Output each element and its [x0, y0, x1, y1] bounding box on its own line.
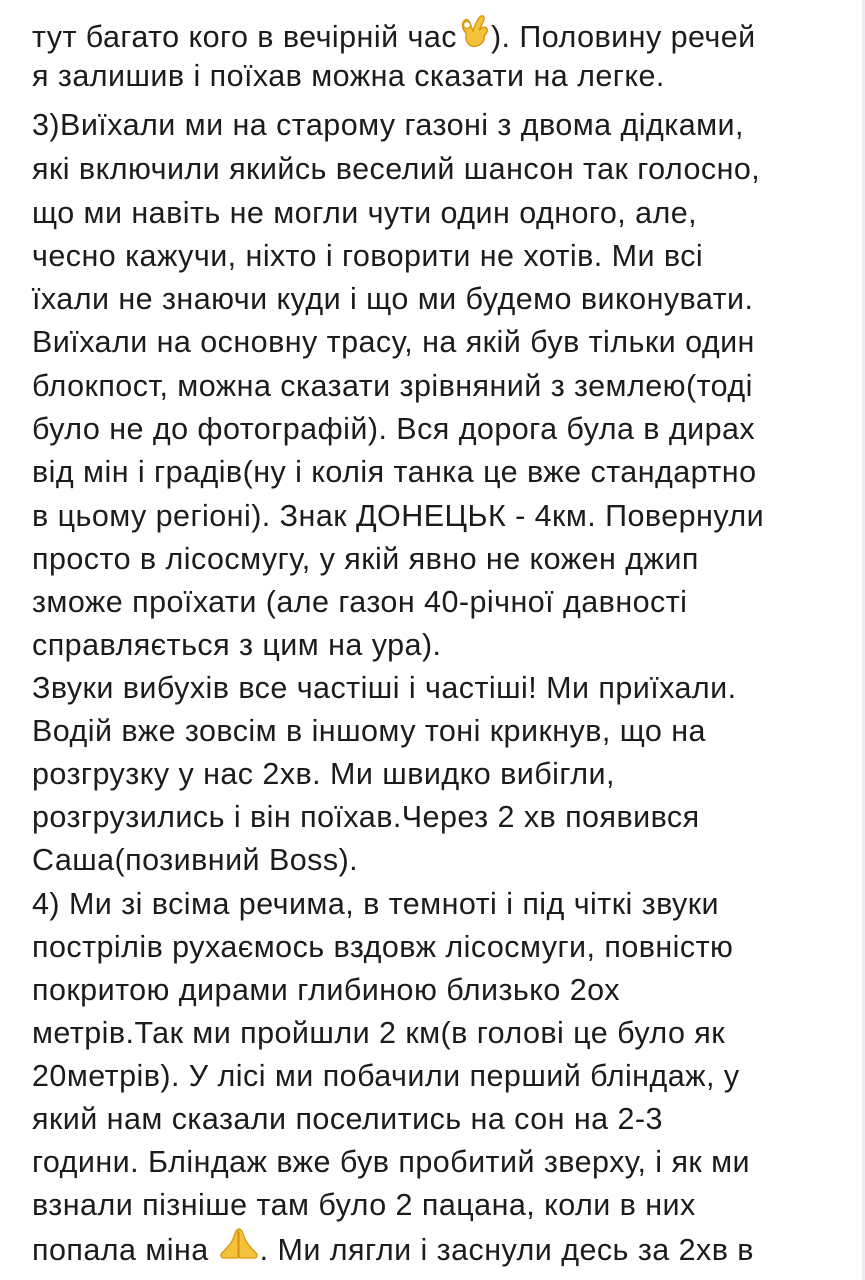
text-segment: . Ми лягли і заснули десь за 2хв в — [259, 1233, 754, 1267]
text-line: який нам сказали поселитись на сон на 2-3 — [32, 1102, 663, 1136]
text-line: розгрузку у нас 2хв. Ми швидко вибігли, — [32, 757, 615, 791]
text-line: від мін і градів(ну і колія танка це вже стандартно — [32, 455, 757, 489]
text-line: взнали пізніше там було 2 пацана, коли в них — [32, 1188, 696, 1222]
text-line: Звуки вибухів все частіші і частіші! Ми приїхали. — [32, 671, 737, 705]
folded-hands-emoji-icon — [218, 1226, 260, 1272]
text-line: зможе проїхати (але газон 40-річної давності — [32, 585, 688, 619]
text-segment: ). Половину речей — [490, 20, 756, 54]
text-line: покритою дирами глибиною близько 2ох — [32, 973, 620, 1007]
text-line: Водій вже зовсім в іншому тоні крикнув, що на — [32, 714, 706, 748]
text-line: я залишив і поїхав можна сказати на легке. — [32, 59, 665, 93]
text-line: їхали не знаючи куди і що ми будемо виконувати. — [32, 282, 754, 316]
text-line: пострілів рухаємось вздовж лісосмуги, повністю — [32, 930, 734, 964]
text-line: Виїхали на основну трасу, на якій був тільки один — [32, 325, 755, 359]
text-line: було не до фотографій). Вся дорога була в дирах — [32, 412, 756, 446]
text-line — [32, 17, 847, 57]
text-line: години. Бліндаж вже був пробитий зверху, і як ми — [32, 1145, 751, 1179]
text-line: які включили якийсь веселий шансон так голосно, — [32, 152, 761, 186]
text-line: в цьому регіоні). Знак ДОНЕЦЬК - 4км. Повернули — [32, 499, 765, 533]
text-line — [32, 1230, 847, 1270]
text-line: 20метрів). У лісі ми побачили перший бліндаж, у — [32, 1059, 740, 1093]
text-line: просто в лісосмугу, у якій явно не кожен джип — [32, 542, 699, 576]
text-line: справляється з цим на ура). — [32, 628, 442, 662]
text-line: 4) Ми зі всіма речима, в темноті і під чіткі звуки — [32, 887, 720, 921]
text-line: чесно кажучи, ніхто і говорити не хотів. Ми всі — [32, 239, 704, 273]
text-line: Саша(позивний Boss). — [32, 843, 359, 877]
text-segment: попала міна — [32, 1233, 218, 1267]
text-segment: тут багато кого в вечірній час — [32, 20, 457, 54]
text-line: блокпост, можна сказати зрівняний з землею(тоді — [32, 369, 753, 403]
text-line: метрів.Так ми пройшли 2 км(в голові це було як — [32, 1016, 726, 1050]
text-line: 3)Виїхали ми на старому газоні з двома дідками, — [32, 108, 744, 142]
text-line: розгрузились і він поїхав.Через 2 хв появився — [32, 800, 700, 834]
text-line: що ми навіть не могли чути один одного, але, — [32, 196, 698, 230]
ok-hand-emoji-icon — [457, 13, 491, 59]
